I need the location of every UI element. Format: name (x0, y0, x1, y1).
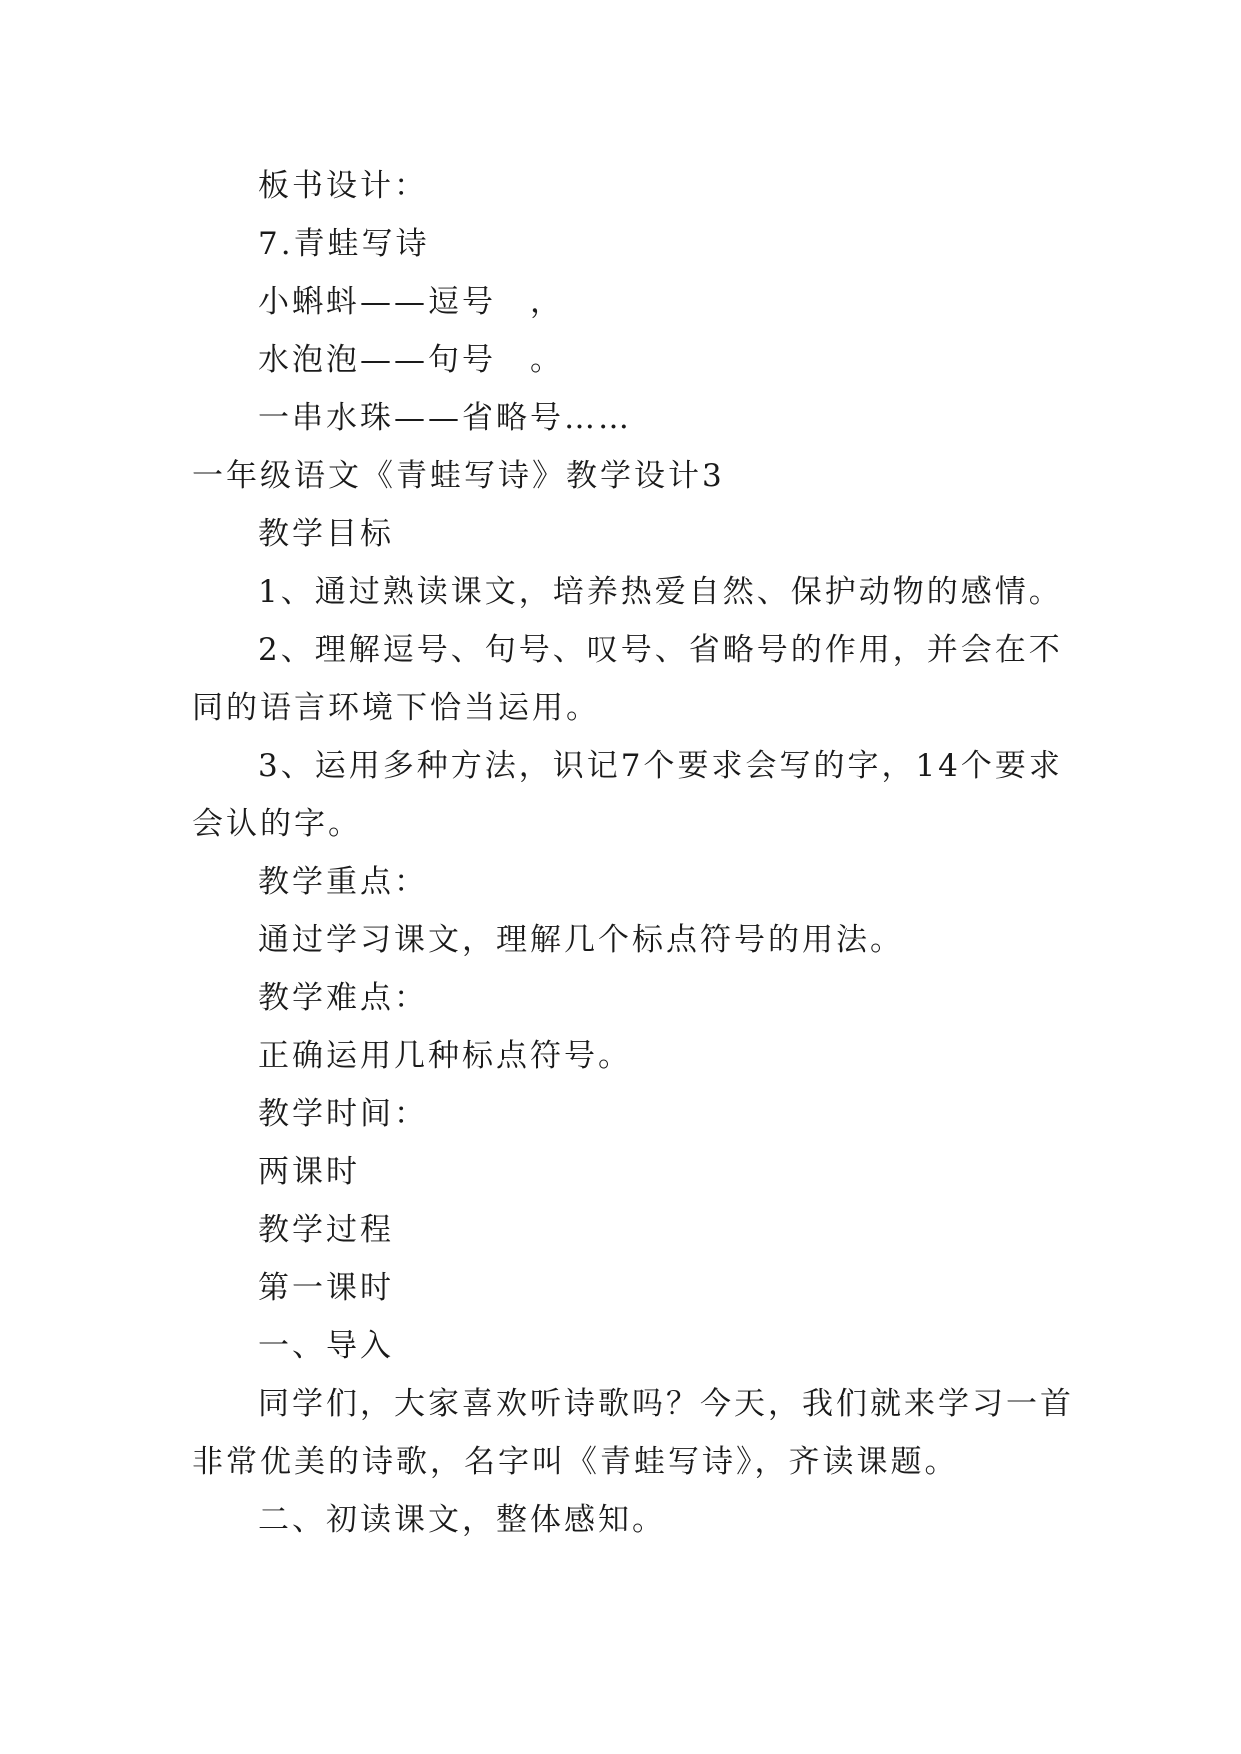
goal-2-line-1: 2、理解逗号、句号、叹号、省略号的作用，并会在不 (258, 632, 1063, 668)
difficulties-heading: 教学难点： (258, 980, 428, 1016)
goal-3-line-2: 会认的字。 (192, 806, 362, 842)
teaching-time-heading: 教学时间： (258, 1096, 428, 1132)
step-1-heading: 一、导入 (258, 1328, 394, 1364)
goal-1: 1、通过熟读课文，培养热爱自然、保护动物的感情。 (258, 574, 1063, 610)
intro-paragraph-line-2: 非常优美的诗歌，名字叫《青蛙写诗》，齐读课题。 (192, 1444, 959, 1480)
first-lesson-heading: 第一课时 (258, 1270, 394, 1306)
key-points-text: 通过学习课文，理解几个标点符号的用法。 (258, 922, 904, 958)
teaching-goals-heading: 教学目标 (258, 516, 394, 552)
goal-2-line-2: 同的语言环境下恰当运用。 (192, 690, 600, 726)
goal-3-line-1: 3、运用多种方法，识记7个要求会写的字，14个要求 (258, 748, 1063, 784)
section-title: 一年级语文《青蛙写诗》教学设计3 (192, 458, 725, 494)
lesson-title-line: 7.青蛙写诗 (258, 226, 430, 262)
intro-paragraph-line-1: 同学们，大家喜欢听诗歌吗？今天，我们就来学习一首 (258, 1386, 1074, 1422)
key-points-heading: 教学重点： (258, 864, 428, 900)
board-design-heading: 板书设计： (258, 168, 428, 204)
board-item-ellipsis: 一串水珠——省略号…… (258, 400, 632, 436)
board-item-period: 水泡泡——句号 。 (258, 342, 564, 378)
difficulties-text: 正确运用几种标点符号。 (258, 1038, 632, 1074)
board-item-comma: 小蝌蚪——逗号 ， (258, 284, 564, 320)
teaching-time-text: 两课时 (258, 1154, 360, 1190)
step-2-heading: 二、初读课文，整体感知。 (258, 1502, 666, 1538)
teaching-process-heading: 教学过程 (258, 1212, 394, 1248)
